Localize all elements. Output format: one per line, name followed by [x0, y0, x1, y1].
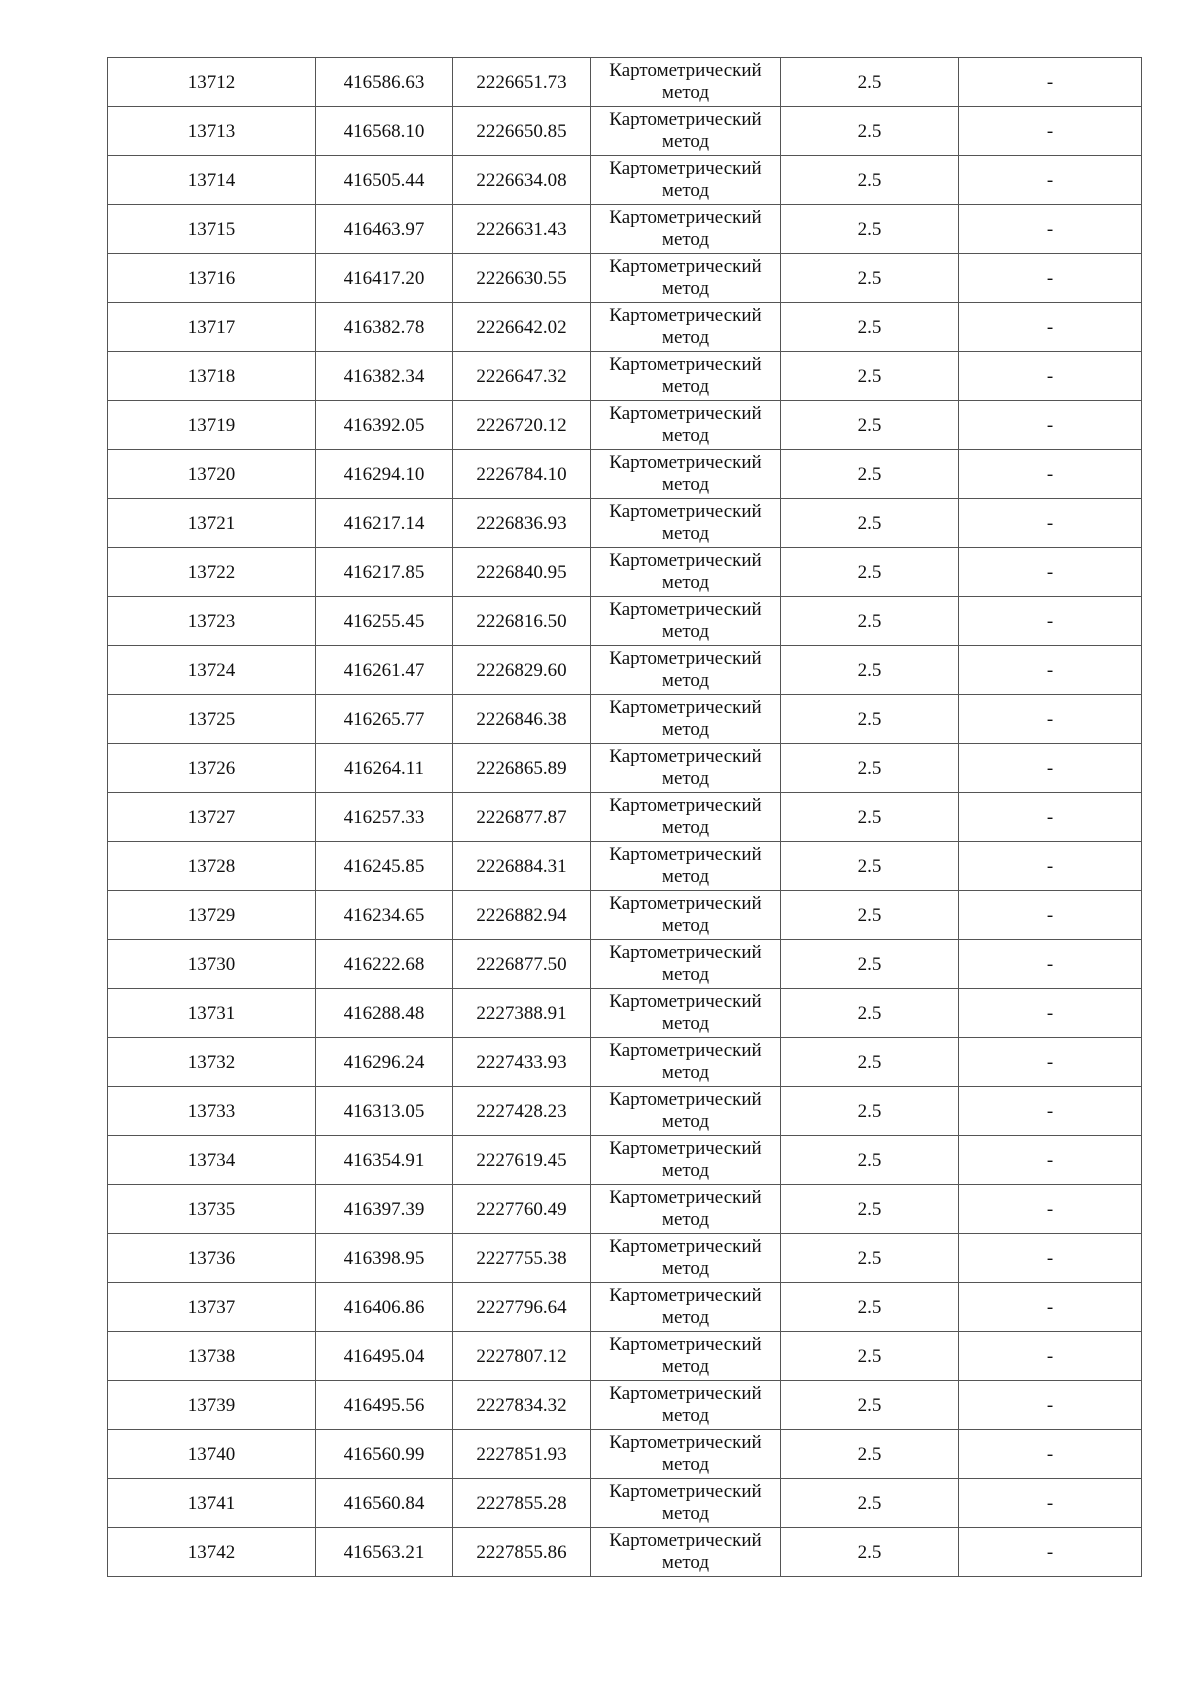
method-line-1: Картометрический: [609, 1089, 762, 1110]
accuracy-cell: 2.5: [781, 842, 959, 891]
note-cell: -: [959, 1283, 1142, 1332]
method-line-2: метод: [661, 1160, 710, 1181]
note-cell: -: [959, 254, 1142, 303]
note-cell: -: [959, 107, 1142, 156]
accuracy-cell: 2.5: [781, 352, 959, 401]
y-coordinate-cell: 2226647.32: [453, 352, 591, 401]
method-line-1: Картометрический: [609, 795, 762, 816]
table-row: [108, 1381, 1142, 1430]
method-cell: [591, 401, 781, 450]
table-row: [108, 303, 1142, 352]
table-row: [108, 1234, 1142, 1283]
y-coordinate-cell: 2227807.12: [453, 1332, 591, 1381]
point-number-cell: 13716: [108, 254, 316, 303]
point-number-cell: 13735: [108, 1185, 316, 1234]
point-number-cell: 13714: [108, 156, 316, 205]
method-cell: [591, 646, 781, 695]
y-coordinate-cell: 2226630.55: [453, 254, 591, 303]
note-cell: -: [959, 646, 1142, 695]
method-line-1: Картометрический: [609, 1530, 762, 1551]
method-line-1: Картометрический: [609, 1432, 762, 1453]
method-line-1: Картометрический: [609, 942, 762, 963]
point-number-cell: 13726: [108, 744, 316, 793]
method-cell: [591, 1185, 781, 1234]
accuracy-cell: 2.5: [781, 597, 959, 646]
table-row: [108, 156, 1142, 205]
accuracy-cell: 2.5: [781, 1430, 959, 1479]
accuracy-cell: 2.5: [781, 58, 959, 107]
method-line-1: Картометрический: [609, 60, 762, 81]
table-row: [108, 1430, 1142, 1479]
point-number-cell: 13737: [108, 1283, 316, 1332]
note-cell: -: [959, 1332, 1142, 1381]
method-line-1: Картометрический: [609, 648, 762, 669]
method-line-2: метод: [661, 180, 710, 201]
y-coordinate-cell: 2226816.50: [453, 597, 591, 646]
accuracy-cell: 2.5: [781, 548, 959, 597]
method-line-2: метод: [661, 82, 710, 103]
x-coordinate-cell: 416234.65: [316, 891, 453, 940]
y-coordinate-cell: 2226846.38: [453, 695, 591, 744]
y-coordinate-cell: 2226784.10: [453, 450, 591, 499]
method-line-2: метод: [661, 376, 710, 397]
method-line-2: метод: [661, 131, 710, 152]
accuracy-cell: 2.5: [781, 499, 959, 548]
y-coordinate-cell: 2227834.32: [453, 1381, 591, 1430]
x-coordinate-cell: 416586.63: [316, 58, 453, 107]
accuracy-cell: 2.5: [781, 744, 959, 793]
accuracy-cell: 2.5: [781, 1234, 959, 1283]
accuracy-cell: 2.5: [781, 156, 959, 205]
method-cell: [591, 1087, 781, 1136]
point-number-cell: 13740: [108, 1430, 316, 1479]
table-row: [108, 352, 1142, 401]
method-cell: [591, 940, 781, 989]
point-number-cell: 13712: [108, 58, 316, 107]
point-number-cell: 13741: [108, 1479, 316, 1528]
table-row: [108, 107, 1142, 156]
method-cell: [591, 1332, 781, 1381]
method-cell: [591, 548, 781, 597]
note-cell: -: [959, 744, 1142, 793]
y-coordinate-cell: 2226877.87: [453, 793, 591, 842]
note-cell: -: [959, 842, 1142, 891]
method-line-2: метод: [661, 1062, 710, 1083]
table-row: [108, 793, 1142, 842]
x-coordinate-cell: 416568.10: [316, 107, 453, 156]
method-line-1: Картометрический: [609, 1138, 762, 1159]
method-line-2: метод: [661, 229, 710, 250]
accuracy-cell: 2.5: [781, 1038, 959, 1087]
method-line-1: Картометрический: [609, 893, 762, 914]
y-coordinate-cell: 2226829.60: [453, 646, 591, 695]
method-line-1: Картометрический: [609, 1334, 762, 1355]
y-coordinate-cell: 2226877.50: [453, 940, 591, 989]
note-cell: -: [959, 793, 1142, 842]
accuracy-cell: 2.5: [781, 695, 959, 744]
table-row: [108, 548, 1142, 597]
point-number-cell: 13722: [108, 548, 316, 597]
method-line-1: Картометрический: [609, 354, 762, 375]
coordinates-table-body: [108, 58, 1142, 1577]
table-row: [108, 744, 1142, 793]
method-line-1: Картометрический: [609, 746, 762, 767]
x-coordinate-cell: 416382.78: [316, 303, 453, 352]
x-coordinate-cell: 416463.97: [316, 205, 453, 254]
method-line-2: метод: [661, 915, 710, 936]
method-line-1: Картометрический: [609, 1040, 762, 1061]
y-coordinate-cell: 2227796.64: [453, 1283, 591, 1332]
method-cell: [591, 891, 781, 940]
method-cell: [591, 254, 781, 303]
x-coordinate-cell: 416563.21: [316, 1528, 453, 1577]
accuracy-cell: 2.5: [781, 1332, 959, 1381]
table-row: [108, 58, 1142, 107]
method-line-1: Картометрический: [609, 109, 762, 130]
x-coordinate-cell: 416495.56: [316, 1381, 453, 1430]
note-cell: -: [959, 205, 1142, 254]
note-cell: -: [959, 1185, 1142, 1234]
point-number-cell: 13728: [108, 842, 316, 891]
x-coordinate-cell: 416217.85: [316, 548, 453, 597]
accuracy-cell: 2.5: [781, 1136, 959, 1185]
note-cell: -: [959, 989, 1142, 1038]
accuracy-cell: 2.5: [781, 1087, 959, 1136]
x-coordinate-cell: 416264.11: [316, 744, 453, 793]
x-coordinate-cell: 416296.24: [316, 1038, 453, 1087]
method-line-1: Картометрический: [609, 550, 762, 571]
point-number-cell: 13721: [108, 499, 316, 548]
x-coordinate-cell: 416294.10: [316, 450, 453, 499]
note-cell: -: [959, 891, 1142, 940]
table-row: [108, 1332, 1142, 1381]
method-line-2: метод: [661, 278, 710, 299]
note-cell: -: [959, 303, 1142, 352]
method-line-2: метод: [661, 670, 710, 691]
method-line-2: метод: [661, 1209, 710, 1230]
method-line-2: метод: [661, 1356, 710, 1377]
x-coordinate-cell: 416217.14: [316, 499, 453, 548]
method-line-2: метод: [661, 1405, 710, 1426]
method-cell: [591, 205, 781, 254]
method-line-2: метод: [661, 768, 710, 789]
method-line-1: Картометрический: [609, 599, 762, 620]
table-row: [108, 940, 1142, 989]
y-coordinate-cell: 2227855.28: [453, 1479, 591, 1528]
point-number-cell: 13725: [108, 695, 316, 744]
y-coordinate-cell: 2226840.95: [453, 548, 591, 597]
note-cell: -: [959, 548, 1142, 597]
y-coordinate-cell: 2226882.94: [453, 891, 591, 940]
point-number-cell: 13730: [108, 940, 316, 989]
point-number-cell: 13720: [108, 450, 316, 499]
x-coordinate-cell: 416495.04: [316, 1332, 453, 1381]
method-line-1: Картометрический: [609, 1285, 762, 1306]
method-cell: [591, 352, 781, 401]
y-coordinate-cell: 2227619.45: [453, 1136, 591, 1185]
method-cell: [591, 1283, 781, 1332]
x-coordinate-cell: 416255.45: [316, 597, 453, 646]
method-cell: [591, 499, 781, 548]
accuracy-cell: 2.5: [781, 254, 959, 303]
table-row: [108, 499, 1142, 548]
point-number-cell: 13719: [108, 401, 316, 450]
table-row: [108, 1185, 1142, 1234]
method-line-1: Картометрический: [609, 1481, 762, 1502]
point-number-cell: 13729: [108, 891, 316, 940]
x-coordinate-cell: 416505.44: [316, 156, 453, 205]
point-number-cell: 13739: [108, 1381, 316, 1430]
method-line-1: Картометрический: [609, 1236, 762, 1257]
coordinates-table: [107, 57, 1142, 1577]
method-line-2: метод: [661, 1454, 710, 1475]
method-line-1: Картометрический: [609, 991, 762, 1012]
y-coordinate-cell: 2226720.12: [453, 401, 591, 450]
method-line-1: Картометрический: [609, 158, 762, 179]
method-cell: [591, 1479, 781, 1528]
accuracy-cell: 2.5: [781, 205, 959, 254]
point-number-cell: 13733: [108, 1087, 316, 1136]
method-cell: [591, 695, 781, 744]
method-cell: [591, 156, 781, 205]
x-coordinate-cell: 416257.33: [316, 793, 453, 842]
accuracy-cell: 2.5: [781, 401, 959, 450]
y-coordinate-cell: 2226642.02: [453, 303, 591, 352]
method-line-2: метод: [661, 572, 710, 593]
x-coordinate-cell: 416392.05: [316, 401, 453, 450]
accuracy-cell: 2.5: [781, 1528, 959, 1577]
method-cell: [591, 597, 781, 646]
accuracy-cell: 2.5: [781, 989, 959, 1038]
note-cell: -: [959, 1479, 1142, 1528]
method-cell: [591, 1136, 781, 1185]
table-row: [108, 695, 1142, 744]
method-line-2: метод: [661, 327, 710, 348]
table-row: [108, 450, 1142, 499]
point-number-cell: 13727: [108, 793, 316, 842]
accuracy-cell: 2.5: [781, 107, 959, 156]
x-coordinate-cell: 416406.86: [316, 1283, 453, 1332]
y-coordinate-cell: 2227851.93: [453, 1430, 591, 1479]
accuracy-cell: 2.5: [781, 940, 959, 989]
accuracy-cell: 2.5: [781, 891, 959, 940]
y-coordinate-cell: 2226884.31: [453, 842, 591, 891]
point-number-cell: 13731: [108, 989, 316, 1038]
method-line-2: метод: [661, 474, 710, 495]
method-cell: [591, 842, 781, 891]
method-cell: [591, 1234, 781, 1283]
accuracy-cell: 2.5: [781, 646, 959, 695]
accuracy-cell: 2.5: [781, 1479, 959, 1528]
method-line-1: Картометрический: [609, 697, 762, 718]
method-cell: [591, 1038, 781, 1087]
method-line-2: метод: [661, 817, 710, 838]
note-cell: -: [959, 450, 1142, 499]
y-coordinate-cell: 2226631.43: [453, 205, 591, 254]
method-line-1: Картометрический: [609, 1383, 762, 1404]
table-row: [108, 254, 1142, 303]
x-coordinate-cell: 416245.85: [316, 842, 453, 891]
y-coordinate-cell: 2227755.38: [453, 1234, 591, 1283]
method-cell: [591, 450, 781, 499]
method-line-1: Картометрический: [609, 305, 762, 326]
point-number-cell: 13738: [108, 1332, 316, 1381]
method-cell: [591, 303, 781, 352]
note-cell: -: [959, 156, 1142, 205]
note-cell: -: [959, 499, 1142, 548]
method-line-1: Картометрический: [609, 844, 762, 865]
accuracy-cell: 2.5: [781, 1185, 959, 1234]
method-cell: [591, 1381, 781, 1430]
method-line-1: Картометрический: [609, 452, 762, 473]
method-line-2: метод: [661, 1013, 710, 1034]
method-line-1: Картометрический: [609, 1187, 762, 1208]
point-number-cell: 13723: [108, 597, 316, 646]
table-row: [108, 1087, 1142, 1136]
x-coordinate-cell: 416288.48: [316, 989, 453, 1038]
note-cell: -: [959, 401, 1142, 450]
x-coordinate-cell: 416265.77: [316, 695, 453, 744]
x-coordinate-cell: 416354.91: [316, 1136, 453, 1185]
table-row: [108, 1038, 1142, 1087]
table-row: [108, 1479, 1142, 1528]
method-line-2: метод: [661, 523, 710, 544]
method-cell: [591, 58, 781, 107]
note-cell: -: [959, 1234, 1142, 1283]
y-coordinate-cell: 2227760.49: [453, 1185, 591, 1234]
accuracy-cell: 2.5: [781, 303, 959, 352]
note-cell: -: [959, 1528, 1142, 1577]
method-line-2: метод: [661, 1111, 710, 1132]
method-line-2: метод: [661, 866, 710, 887]
method-line-2: метод: [661, 621, 710, 642]
x-coordinate-cell: 416398.95: [316, 1234, 453, 1283]
y-coordinate-cell: 2226651.73: [453, 58, 591, 107]
method-line-2: метод: [661, 1307, 710, 1328]
y-coordinate-cell: 2227388.91: [453, 989, 591, 1038]
method-cell: [591, 989, 781, 1038]
accuracy-cell: 2.5: [781, 1283, 959, 1332]
y-coordinate-cell: 2226865.89: [453, 744, 591, 793]
point-number-cell: 13734: [108, 1136, 316, 1185]
accuracy-cell: 2.5: [781, 450, 959, 499]
point-number-cell: 13742: [108, 1528, 316, 1577]
method-cell: [591, 1528, 781, 1577]
table-row: [108, 401, 1142, 450]
method-cell: [591, 1430, 781, 1479]
x-coordinate-cell: 416560.84: [316, 1479, 453, 1528]
table-row: [108, 842, 1142, 891]
y-coordinate-cell: 2226650.85: [453, 107, 591, 156]
accuracy-cell: 2.5: [781, 1381, 959, 1430]
method-line-1: Картометрический: [609, 207, 762, 228]
method-line-2: метод: [661, 1503, 710, 1524]
point-number-cell: 13717: [108, 303, 316, 352]
note-cell: -: [959, 1430, 1142, 1479]
y-coordinate-cell: 2227433.93: [453, 1038, 591, 1087]
table-row: [108, 1528, 1142, 1577]
method-cell: [591, 107, 781, 156]
method-line-2: метод: [661, 1552, 710, 1573]
table-row: [108, 891, 1142, 940]
y-coordinate-cell: 2226634.08: [453, 156, 591, 205]
x-coordinate-cell: 416417.20: [316, 254, 453, 303]
method-line-2: метод: [661, 964, 710, 985]
point-number-cell: 13724: [108, 646, 316, 695]
method-line-2: метод: [661, 425, 710, 446]
x-coordinate-cell: 416313.05: [316, 1087, 453, 1136]
x-coordinate-cell: 416382.34: [316, 352, 453, 401]
note-cell: -: [959, 1087, 1142, 1136]
point-number-cell: 13736: [108, 1234, 316, 1283]
table-row: [108, 1136, 1142, 1185]
y-coordinate-cell: 2227855.86: [453, 1528, 591, 1577]
method-cell: [591, 793, 781, 842]
accuracy-cell: 2.5: [781, 793, 959, 842]
method-cell: [591, 744, 781, 793]
y-coordinate-cell: 2227428.23: [453, 1087, 591, 1136]
note-cell: -: [959, 1038, 1142, 1087]
x-coordinate-cell: 416560.99: [316, 1430, 453, 1479]
note-cell: -: [959, 597, 1142, 646]
method-line-1: Картометрический: [609, 256, 762, 277]
method-line-1: Картометрический: [609, 403, 762, 424]
method-line-1: Картометрический: [609, 501, 762, 522]
note-cell: -: [959, 940, 1142, 989]
note-cell: -: [959, 1381, 1142, 1430]
method-line-2: метод: [661, 1258, 710, 1279]
note-cell: -: [959, 695, 1142, 744]
point-number-cell: 13718: [108, 352, 316, 401]
point-number-cell: 13732: [108, 1038, 316, 1087]
point-number-cell: 13713: [108, 107, 316, 156]
table-row: [108, 646, 1142, 695]
y-coordinate-cell: 2226836.93: [453, 499, 591, 548]
table-row: [108, 205, 1142, 254]
table-row: [108, 597, 1142, 646]
note-cell: -: [959, 1136, 1142, 1185]
method-line-2: метод: [661, 719, 710, 740]
x-coordinate-cell: 416261.47: [316, 646, 453, 695]
x-coordinate-cell: 416222.68: [316, 940, 453, 989]
note-cell: -: [959, 352, 1142, 401]
x-coordinate-cell: 416397.39: [316, 1185, 453, 1234]
table-row: [108, 1283, 1142, 1332]
table-row: [108, 989, 1142, 1038]
point-number-cell: 13715: [108, 205, 316, 254]
note-cell: -: [959, 58, 1142, 107]
